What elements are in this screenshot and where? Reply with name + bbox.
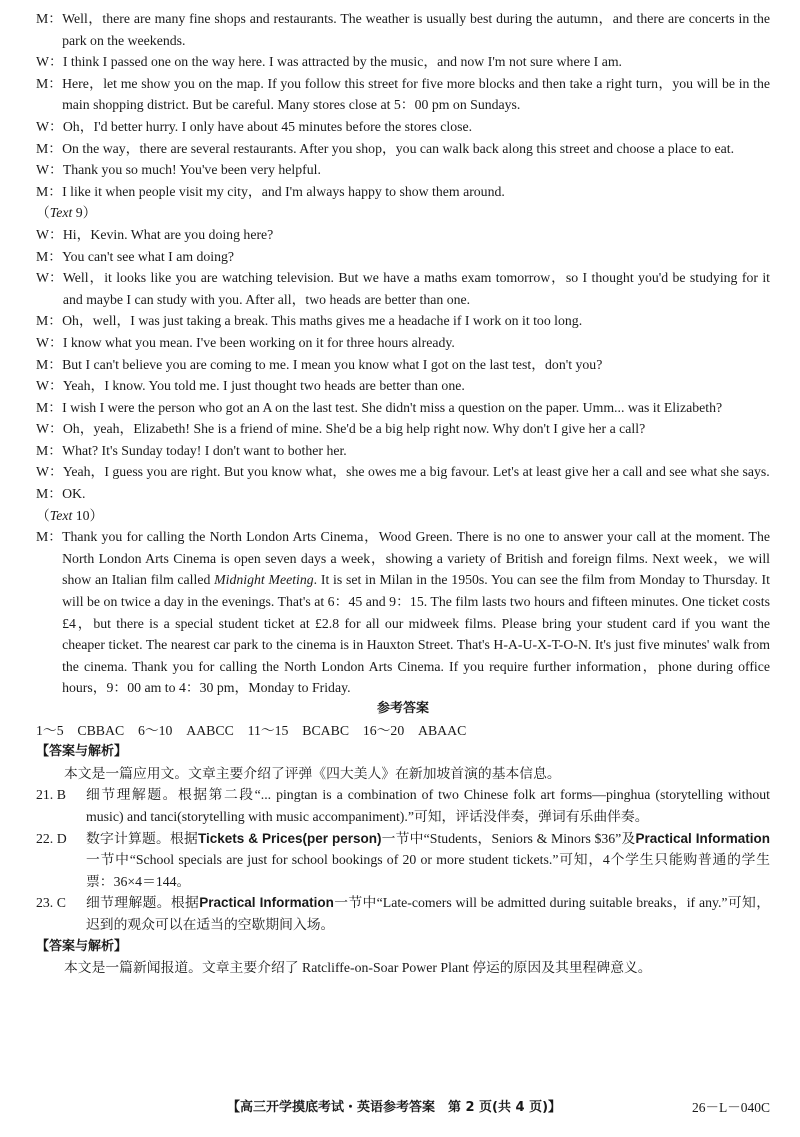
- speaker-label: M：: [36, 248, 63, 264]
- dialogue-line: [36, 397, 770, 419]
- dialogue-text: Hi，Kevin. What are you doing here?: [62, 226, 274, 242]
- question-explanation: 细节理解题。根据Practical Information一节中“Late-comers will be admitted during suitable breaks，if any.”可知，迟到的观众可以在适当的空歇期间入场。: [86, 895, 770, 932]
- speaker-label: W：: [36, 378, 63, 394]
- text8-dialogue: [36, 8, 770, 202]
- text10-label: （Text 10）: [36, 507, 104, 523]
- dialogue-text: Thank you so much! You've been very helpful.: [62, 162, 321, 178]
- dialogue-line: [36, 332, 770, 354]
- speaker-label: M：: [36, 75, 63, 91]
- dialogue-text: You can't see what I am doing?: [62, 248, 235, 264]
- speaker-label: M：: [36, 486, 63, 502]
- analysis-label-b: 【答案与解析】: [36, 938, 128, 954]
- dialogue-line: [36, 181, 770, 203]
- speaker-label: M：: [36, 11, 63, 26]
- speaker-label: M：: [36, 356, 63, 372]
- footer-code: 26－L－040C: [691, 1100, 770, 1115]
- dialogue-text: I like it when people visit my city，and I'm always happy to show them around.: [62, 183, 505, 199]
- question-number: 23. C: [36, 895, 66, 911]
- speaker-label: M：: [36, 140, 63, 156]
- dialogue-text: Well，there are many fine shops and restaurants. The weather is usually best during the autumn，and there are concerts in the park on the weekends.: [62, 11, 770, 48]
- speaker-label: W：: [36, 464, 63, 480]
- answer-title: 参考答案: [376, 701, 429, 716]
- speaker-label: W：: [36, 270, 63, 286]
- dialogue-text: OK.: [62, 486, 86, 502]
- dialogue-line: [36, 310, 770, 332]
- dialogue-text: I wish I were the person who got an A on the last test. She didn't miss a question on the paper. Umm... was it Elizabeth?: [62, 399, 723, 415]
- dialogue-line: [36, 8, 770, 51]
- dialogue-text: On the way，there are several restaurants. After you shop，you can walk back along this street and choose a place to eat.: [62, 140, 735, 156]
- dialogue-line: [36, 246, 770, 268]
- footer-title: 【高三开学摸底考试・英语参考答案 第 2 页(共 4 页)】: [226, 1100, 562, 1115]
- speaker-label: M：: [36, 442, 63, 458]
- passage-a-intro: 本文是一篇应用文。文章主要介绍了评弹《四大美人》在新加坡首演的基本信息。: [64, 765, 561, 781]
- speaker-label: W：: [36, 226, 63, 242]
- dialogue-line: [36, 73, 770, 116]
- dialogue-line: [36, 51, 770, 73]
- text10-monologue: [36, 526, 770, 699]
- dialogue-text: Oh，I'd better hurry. I only have about 45 minutes before the stores close.: [62, 118, 473, 134]
- page-footer: [36, 1098, 770, 1118]
- dialogue-text: Well，it looks like you are watching television. But we have a maths exam tomorrow，so I thought you'd be studying for it and maybe I can study with you. After all，two heads are better than one.: [62, 270, 770, 307]
- dialogue-line: [36, 440, 770, 462]
- speaker-label: M：: [36, 313, 63, 329]
- speaker-label: M：: [36, 183, 63, 199]
- question-number: 21. B: [36, 787, 66, 803]
- speaker-label: W：: [36, 54, 63, 70]
- question-explanation: 细节理解题。根据第二段“... pingtan is a combination of two Chinese folk art forms—pinghua (storytelling without music) and tanci(storytelling with music accompaniment).”可知，评话没伴奏，弹词有乐曲伴奏。: [86, 787, 770, 824]
- monologue-text: Thank you for calling the North London Arts Cinema，Wood Green. There is no one to answer your call at the moment. The North London Arts Cinema is open seven days a week，showing a variety of British and foreign films. Next week，we will show an Italian film called Midnight Meeting. It is set in Milan in the 1950s. You can see the film from Monday to Thursday. It will be on twice a day in the evenings. That's at 6：45 and 9：15. The film lasts two hours and fifteen minutes. One ticket costs £4，but there is a special student ticket at £2.8 for all our midweek films. Please bring your student card if you want the cheaper ticket. The nearest car park to the cinema is in Hauxton Street. That's H-A-U-X-T-O-N. It's just five minutes' walk from the cinema. Thank you for calling the North London Arts Cinema. If you require further information，phone during office hours，9：00 am to 4：30 pm，Monday to Friday.: [62, 529, 770, 696]
- question-21: [36, 784, 770, 827]
- dialogue-line: [36, 138, 770, 160]
- question-22: [36, 828, 770, 893]
- analysis-label-a: 【答案与解析】: [36, 744, 128, 760]
- dialogue-text: I know what you mean. I've been working on it for three hours already.: [62, 334, 455, 350]
- text9-dialogue: [36, 224, 770, 505]
- question-number: 22. D: [36, 830, 67, 846]
- dialogue-text: I think I passed one on the way here. I was attracted by the music，and now I'm not sure where I am.: [62, 54, 622, 70]
- film-title: Midnight Meeting: [214, 572, 314, 588]
- dialogue-text: But I can't believe you are coming to me. I mean you know what I got on the last test，don't you?: [62, 356, 603, 372]
- speaker-label: W：: [36, 334, 63, 350]
- speaker-label: M：: [36, 399, 63, 415]
- dialogue-line: [36, 159, 770, 181]
- dialogue-line: [36, 224, 770, 246]
- dialogue-line: [36, 483, 770, 505]
- speaker-label: M：: [36, 529, 63, 545]
- dialogue-text: Here，let me show you on the map. If you follow this street for five more blocks and then take a right turn，you will be in the main shopping district. But be careful. Many stores close at 5：00 pm on Sundays.: [62, 75, 770, 113]
- speaker-label: W：: [36, 118, 63, 134]
- dialogue-line: [36, 375, 770, 397]
- question-explanation: 数字计算题。根据Tickets & Prices(per person)一节中“Students，Seniors & Minors $36”及Practical Information一节中“School specials are just for school bookings of 20 or more student tickets.”可知，4个学生只能购普通的学生票：36×4＝144。: [86, 830, 770, 889]
- passage-b-intro: 本文是一篇新闻报道。文章主要介绍了 Ratcliffe-on-Soar Power Plant 停运的原因及其里程碑意义。: [64, 960, 652, 976]
- question-23: [36, 892, 770, 935]
- dialogue-text: Yeah，I know. You told me. I just thought two heads are better than one.: [62, 378, 465, 394]
- speaker-label: W：: [36, 421, 63, 437]
- dialogue-line: [36, 267, 770, 310]
- dialogue-text: What? It's Sunday today! I don't want to bother her.: [62, 442, 347, 458]
- speaker-label: W：: [36, 162, 63, 178]
- dialogue-line: [36, 418, 770, 440]
- dialogue-line: [36, 461, 770, 483]
- dialogue-line: [36, 116, 770, 138]
- answer-key: 1～5 CBBAC 6～10 AABCC 11～15 BCABC 16～20 ABAAC: [36, 722, 467, 738]
- dialogue-text: Oh，yeah，Elizabeth! She is a friend of mine. She'd be a big help right now. Why don't I give her a call?: [62, 421, 646, 437]
- dialogue-text: Oh，well，I was just taking a break. This maths gives me a headache if I work on it too long.: [62, 313, 583, 329]
- dialogue-text: Yeah，I guess you are right. But you know what，she owes me a big favour. Let's at least give her a call and see what she says.: [62, 464, 770, 480]
- dialogue-line: [36, 354, 770, 376]
- text9-label: （Text 9）: [36, 205, 97, 221]
